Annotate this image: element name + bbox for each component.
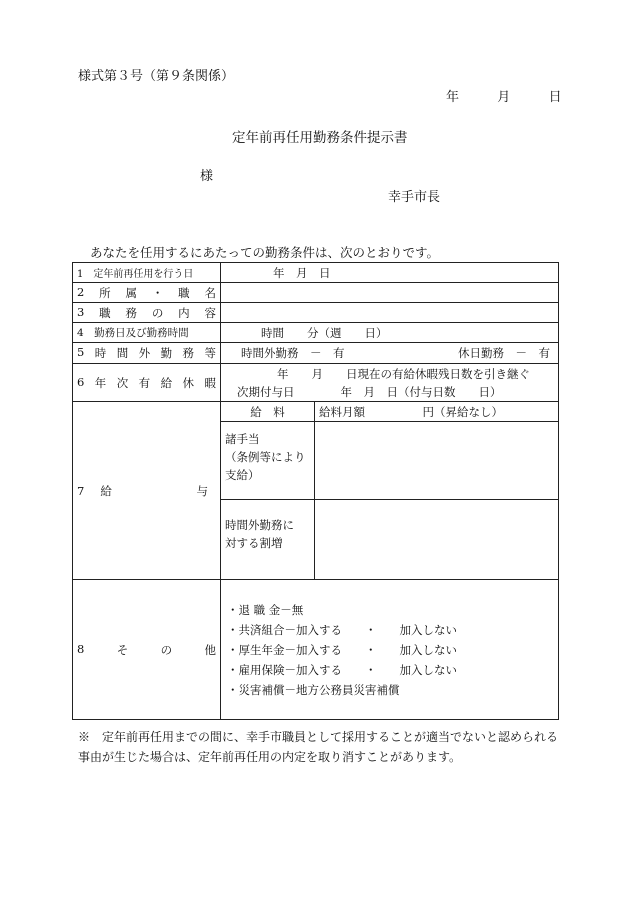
salary-label: 給 料: [221, 402, 315, 422]
value-start-date: 年 月 日: [221, 263, 559, 283]
value-overtime: [221, 343, 559, 364]
salary-value: 給料月額 円（昇給なし）: [315, 402, 559, 422]
employees-pension: ・厚生年金－加入する ・ 加入しない: [227, 642, 457, 657]
label-overtime: 5 時 間 外 勤 務 等: [73, 343, 221, 364]
label-other: 8 そ の 他: [73, 580, 221, 720]
row-start-date: [73, 263, 559, 283]
value-department: [221, 283, 559, 303]
row-duties: [73, 303, 559, 323]
label-department: 2 所 属 ・ 職 名: [73, 283, 221, 303]
value-annual-leave: [221, 364, 559, 402]
accident-compensation: ・災害補償－地方公務員災害補償: [227, 682, 400, 697]
date-month: 月: [497, 90, 511, 105]
row-work-hours: [73, 323, 559, 343]
row-overtime: [73, 343, 559, 364]
intro-text: あなたを任用するにあたっての勤務条件は、次のとおりです。: [90, 245, 440, 260]
date-day: 日: [548, 90, 562, 105]
row-salary-base: [73, 402, 559, 422]
overtime-exists: 時間外勤務 － 有: [241, 346, 345, 360]
value-other: [221, 580, 559, 720]
document-title: 定年前再任用勤務条件提示書: [232, 130, 408, 146]
overtime-premium-value: [315, 500, 559, 580]
employment-insurance: ・雇用保険－加入する ・ 加入しない: [227, 662, 457, 677]
label-annual-leave: 6 年 次 有 給 休 暇: [73, 364, 221, 402]
allowances-label: 諸手当 （条例等により 支給）: [221, 422, 315, 500]
row-annual-leave: [73, 364, 559, 402]
holiday-work-exists: 休日勤務 － 有: [458, 346, 550, 360]
value-duties: [221, 303, 559, 323]
value-work-hours: 時間 分（週 日）: [221, 323, 559, 343]
date-year: 年: [446, 90, 460, 105]
label-salary: 7 給 与: [73, 402, 221, 580]
conditions-table: [72, 262, 559, 720]
row-department: [73, 283, 559, 303]
allowances-value: [315, 422, 559, 500]
footnote: ※ 定年前再任用までの間に、幸手市職員として採用することが適当でないと認められる事由が生じた場合は、定年前再任用の内定を取り消すことがあります。: [78, 730, 559, 764]
next-grant-date: 次期付与日 年 月 日（付与日数 日）: [237, 384, 502, 399]
row-other: [73, 580, 559, 720]
date-line: [446, 86, 562, 105]
label-work-hours: 4 勤務日及び勤務時間: [73, 323, 221, 343]
addressee-suffix: 様: [200, 169, 214, 184]
retirement-allowance: ・退 職 金－無: [227, 602, 304, 617]
issuer: 幸手市長: [388, 190, 441, 205]
label-duties: 3 職 務 の 内 容: [73, 303, 221, 323]
leave-carryover: 年 月 日現在の有給休暇残日数を引き継ぐ: [277, 366, 530, 381]
form-number: 様式第３号（第９条関係）: [78, 69, 235, 84]
overtime-premium-label: 時間外勤務に 対する割増: [221, 500, 315, 580]
label-start-date: 1 定年前再任用を行う日: [73, 263, 221, 283]
mutual-aid: ・共済組合－加入する ・ 加入しない: [227, 622, 457, 637]
